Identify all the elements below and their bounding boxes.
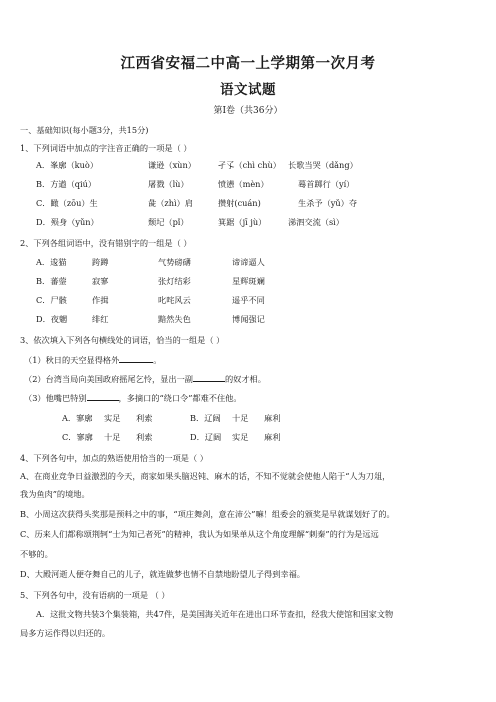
option-d-word3: 麻利 [264, 432, 281, 442]
option-b-col2: 屠戮（lù） [148, 179, 189, 189]
sentence-2-text: （2）台湾当局向美国政府摇尾乞怜，显出一副 [24, 374, 193, 384]
option-a-col4: 谛谛逼人 [232, 257, 265, 267]
option-c-col3: 叱咤风云 [158, 295, 191, 305]
question-5-stem: 5、下列各句中，没有语病的一项是 （ ） [20, 590, 170, 600]
option-d-col4: 博闻强记 [232, 314, 265, 324]
option-d-col4: 涕泗交流（sì） [288, 217, 344, 227]
question-4-stem: 4、下列各句中，加点的熟语使用恰当的一项是（ ） [20, 453, 208, 463]
option-c-col4: 遥乎不同 [232, 295, 265, 305]
question-1-stem: 1、下列词语中加点的字注音正确的一项是（ ） [20, 143, 192, 153]
option-d-col2: 颓圮（pǐ） [148, 217, 189, 227]
option-c-line2: 不够的。 [20, 549, 53, 559]
option-c-line1: C、历来人们都称颂荆轲“士为知己者死”的精神，我认为如果单从这个角度理解“刺秦”的行为是远远 [20, 529, 379, 539]
volume-heading: 第Ⅰ卷（共36分） [213, 106, 283, 116]
option-a-col1: A．峯廓（kuò） [36, 160, 99, 170]
option-c-col1: C．瞰（zōu）生 [36, 198, 98, 208]
sentence-2 [24, 372, 266, 385]
option-b-line1: B、小周这次获得头奖那是预料之中的事，“项庄舞剑，意在沛公”嘛！组委会的颁奖是早就谋划好了的。 [20, 509, 395, 519]
option-d-word2: 实足 [232, 432, 249, 442]
blank-3 [87, 391, 119, 401]
option-b-word2: 十足 [232, 413, 249, 423]
option-a-line2: 局多方运作得以归还的。 [20, 628, 111, 638]
option-a-word2: 实足 [104, 413, 121, 423]
option-a-col4: 长歌当哭（dǎng） [288, 160, 358, 170]
option-c-col1: C．尸骸 [36, 295, 67, 305]
option-d-word1: D．辽阔 [190, 432, 222, 442]
sentence-1-end: 。 [153, 355, 162, 365]
option-c-word2: 十足 [104, 432, 121, 442]
option-d-col3: 箕踞（jī jù） [218, 217, 267, 227]
option-a-word1: A．寥廓 [62, 413, 93, 423]
sentence-3-text: （3）他嘴巴特别 [24, 393, 87, 403]
option-b-word3: 麻利 [264, 413, 281, 423]
option-b-col3: 愤懑（mèn） [218, 179, 269, 189]
option-d-col1: D．夜魍 [36, 314, 68, 324]
exam-title: 江西省安福二中高一上学期第一次月考 [120, 56, 376, 72]
blank-2 [193, 372, 225, 382]
option-a-line1: A．这批文物共装3个集装箱，共47件，是美国海关近年在进出口环节查扣，经我大使馆和国家文物 [36, 609, 394, 619]
option-a-line2: 我为鱼肉”的境地。 [20, 489, 90, 499]
question-2-stem: 2、下列各组词语中，没有错别字的一组是（ ） [20, 238, 192, 248]
option-a-col1: A．逡猫 [36, 257, 67, 267]
option-c-col3: 攒射(cuán) [218, 198, 261, 208]
option-b-col4: 星辉斑斓 [232, 276, 265, 286]
option-d-col1: D．殒身（yǔn） [36, 217, 99, 227]
option-c-col2: 彘（zhì）肩 [148, 198, 193, 208]
option-b-col1: B．方遒（qiú） [36, 179, 97, 189]
question-3-stem: 3、依次填入下列各句横线处的词语，恰当的一组是（ ） [20, 335, 225, 345]
sentence-1-text: （1）秋日的天空显得格外 [24, 355, 120, 365]
option-b-col4: 蓦首踯行（yí） [298, 179, 355, 189]
option-c-col2: 作揖 [92, 295, 109, 305]
sentence-3 [24, 391, 242, 404]
option-b-col2: 寂寥 [92, 276, 109, 286]
option-d-col2: 绯红 [92, 314, 109, 324]
option-d-col3: 黯然失色 [158, 314, 191, 324]
option-b-word1: B．辽阔 [190, 413, 221, 423]
exam-subtitle: 语文试题 [220, 82, 276, 98]
blank-1 [119, 353, 153, 363]
option-a-col3: 气势磅礴 [158, 257, 191, 267]
sentence-3-end: ，多摘口的“绕口令”都难不住他。 [118, 393, 242, 403]
option-c-word1: C．寥廓 [62, 432, 93, 442]
option-a-col2: 跨蹲 [92, 257, 109, 267]
option-b-col1: B．蕃蓥 [36, 276, 67, 286]
option-d-line1: D、大殿河逝人便夺舞自己的儿子，就连做梦也情不自禁地盼望儿子得到幸福。 [20, 569, 305, 579]
sentence-1 [24, 353, 161, 366]
section-heading: 一、基础知识(每小题3分，共15分) [20, 125, 149, 135]
sentence-2-end: 的奴才相。 [224, 374, 266, 384]
option-a-word3: 利索 [136, 413, 153, 423]
option-a-line1: A、在商业竞争日益激烈的今天，商家如果头脑迟钝、麻木的话，不知不觉就会使他人陷于“人为刀俎， [20, 471, 391, 481]
option-c-word3: 利索 [136, 432, 153, 442]
option-b-col3: 张灯结彩 [158, 276, 191, 286]
option-a-col2: 谦逊（xùn） [148, 160, 196, 170]
option-c-col4: 生杀予（yǔ）夺 [298, 198, 358, 208]
option-a-col3: 孑孓（chì chù） [218, 160, 281, 170]
